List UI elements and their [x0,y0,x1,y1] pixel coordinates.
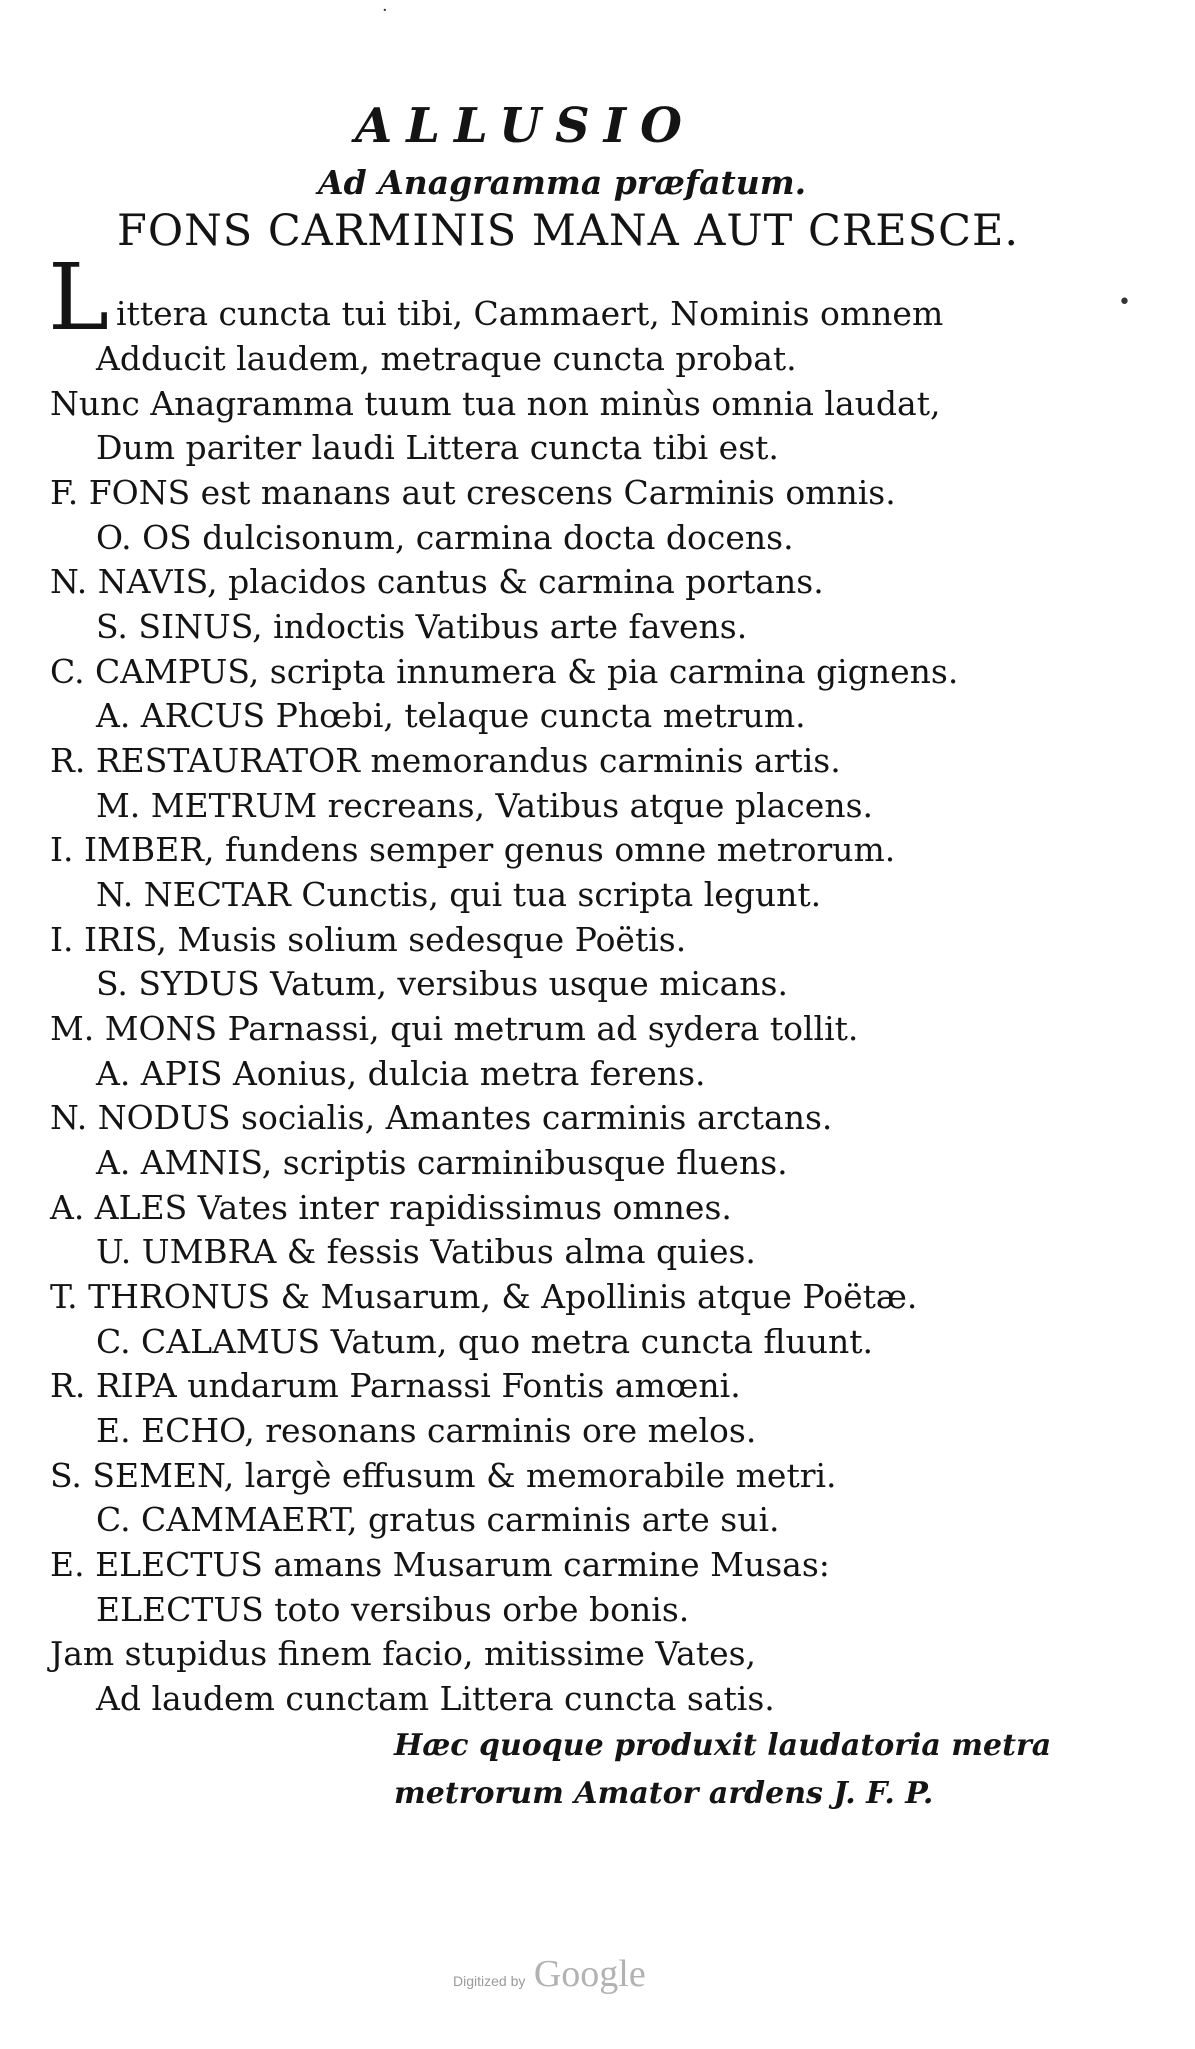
google-logo: Google [533,1953,646,1995]
poem-line: Dum pariter laudi Littera cuncta tibi est. [96,428,779,467]
poem-line: A. AMNIS, scriptis carminibusque fluens. [96,1143,788,1182]
page-title: ALLUSIO [355,98,696,154]
poem-line: R. RESTAURATOR memorandus carminis artis. [50,741,841,780]
poem-line: Adducit laudem, metraque cuncta probat. [96,339,797,378]
poem-line: A. ARCUS Phœbi, telaque cuncta metrum. [96,696,806,735]
poem-line: S. SINUS, indoctis Vatibus arte favens. [96,607,748,646]
poem-line: R. RIPA undarum Parnassi Fontis amœni. [50,1366,741,1405]
page-subtitle: Ad Anagramma præfatum. [318,163,807,202]
poem-line: ELECTUS toto versibus orbe bonis. [96,1590,690,1629]
poem-line: C. CALAMUS Vatum, quo metra cuncta fluunt. [96,1322,874,1361]
anagram-headline: FONS CARMINIS MANA AUT CRESCE. [117,206,1020,256]
poem-line: S. SYDUS Vatum, versibus usque micans. [96,964,788,1003]
poem-line: T. THRONUS & Musarum, & Apollinis atque Poëtæ. [50,1277,918,1316]
poem-line: A. ALES Vates inter rapidissimus omnes. [50,1188,732,1227]
poem-line: Jam stupidus finem facio, mitissime Vates, [50,1634,757,1673]
digitized-label: Digitized by [453,1973,526,1989]
poem-line: E. ELECTUS amans Musarum carmine Musas: [50,1545,830,1584]
margin-mark: · [382,0,388,21]
closing-line-1: Hæc quoque produxit laudatoria metra [394,1728,1052,1763]
poem-line: E. ECHO, resonans carminis ore melos. [96,1411,757,1450]
poem-line: M. METRUM recreans, Vatibus atque placens. [96,786,873,825]
poem-line: U. UMBRA & fessis Vatibus alma quies. [96,1232,756,1271]
poem-line: F. FONS est manans aut crescens Carminis omnis. [50,473,896,512]
poem-line: N. NAVIS, placidos cantus & carmina portans. [50,562,824,601]
poem-line: C. CAMMAERT, gratus carminis arte sui. [96,1500,780,1539]
poem-line: N. NODUS socialis, Amantes carminis arctans. [50,1098,833,1137]
poem-line: C. CAMPUS, scripta innumera & pia carmina gignens. [50,652,959,691]
digitized-stamp [453,1952,646,1996]
closing-line-2: metrorum Amator ardens J. F. P. [394,1776,934,1811]
poem-line: O. OS dulcisonum, carmina docta docens. [96,518,794,557]
poem-line: S. SEMEN, largè effusum & memorabile metri. [50,1456,837,1495]
poem-line: I. IRIS, Musis solium sedesque Poëtis. [50,920,687,959]
poem-line: A. APIS Aonius, dulcia metra ferens. [96,1054,706,1093]
poem-line: Nunc Anagramma tuum tua non minùs omnia laudat, [50,384,941,423]
poem-line: N. NECTAR Cunctis, qui tua scripta legunt. [96,875,822,914]
poem-line: ittera cuncta tui tibi, Cammaert, Nominis omnem [116,294,944,333]
poem-line: M. MONS Parnassi, qui metrum ad sydera tollit. [50,1009,859,1048]
drop-cap-initial: L [48,244,110,351]
margin-mark: • [1118,290,1131,315]
poem-line: Ad laudem cunctam Littera cuncta satis. [96,1679,775,1718]
poem-line: I. IMBER, fundens semper genus omne metrorum. [50,830,896,869]
